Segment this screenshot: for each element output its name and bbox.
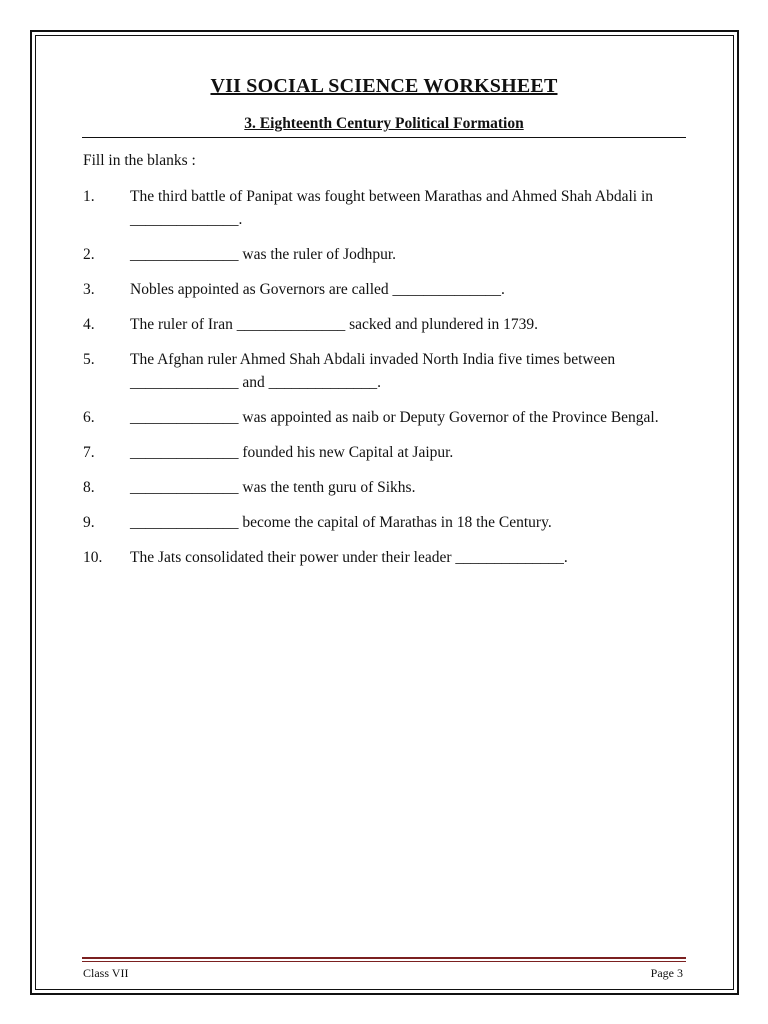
footer-divider-thick: [82, 957, 686, 959]
question-text: ______________ become the capital of Marathas in 18 the Century.: [130, 514, 552, 531]
question-text: ______________ was the tenth guru of Sikhs.: [130, 479, 416, 496]
question-text: The ruler of Iran ______________ sacked and plundered in 1739.: [130, 316, 539, 333]
question-number: 2.: [83, 246, 95, 263]
question-number: 1.: [83, 188, 95, 205]
question-text: The Jats consolidated their power under their leader ______________.: [130, 549, 568, 566]
question-text: ______________ founded his new Capital at Jaipur.: [130, 444, 454, 461]
question-item: [83, 243, 683, 266]
question-number: 5.: [83, 351, 95, 368]
worksheet-title: VII SOCIAL SCIENCE WORKSHEET: [210, 75, 558, 97]
question-text: The third battle of Panipat was fought between Marathas and Ahmed Shah Abdali in ______________.: [130, 188, 654, 228]
footer-page-number: Page 3: [650, 966, 683, 980]
question-number: 9.: [83, 514, 95, 531]
question-item: [83, 348, 683, 394]
question-number: 8.: [83, 479, 95, 496]
question-text: The Afghan ruler Ahmed Shah Abdali invaded North India five times between ______________ and ______________.: [130, 351, 616, 391]
question-item: [83, 278, 683, 301]
question-number: 7.: [83, 444, 95, 461]
question-number: 6.: [83, 409, 95, 426]
question-item: [83, 441, 683, 464]
question-item: [83, 313, 683, 336]
question-item: [83, 406, 683, 429]
question-item: [83, 511, 683, 534]
question-number: 3.: [83, 281, 95, 298]
header-divider: [82, 137, 686, 138]
footer-class-label: Class VII: [83, 966, 129, 980]
question-number: 4.: [83, 316, 95, 333]
question-item: [83, 476, 683, 499]
question-list: [83, 185, 683, 581]
footer-divider-thin: [82, 961, 686, 962]
question-number: 10.: [83, 549, 103, 566]
question-text: ______________ was appointed as naib or Deputy Governor of the Province Bengal.: [130, 409, 659, 426]
question-text: ______________ was the ruler of Jodhpur.: [130, 246, 397, 263]
question-text: Nobles appointed as Governors are called ______________.: [130, 281, 505, 298]
question-item: [83, 546, 683, 569]
chapter-subtitle: 3. Eighteenth Century Political Formation: [244, 115, 524, 132]
question-item: [83, 185, 683, 231]
instructions-text: Fill in the blanks :: [83, 152, 196, 169]
